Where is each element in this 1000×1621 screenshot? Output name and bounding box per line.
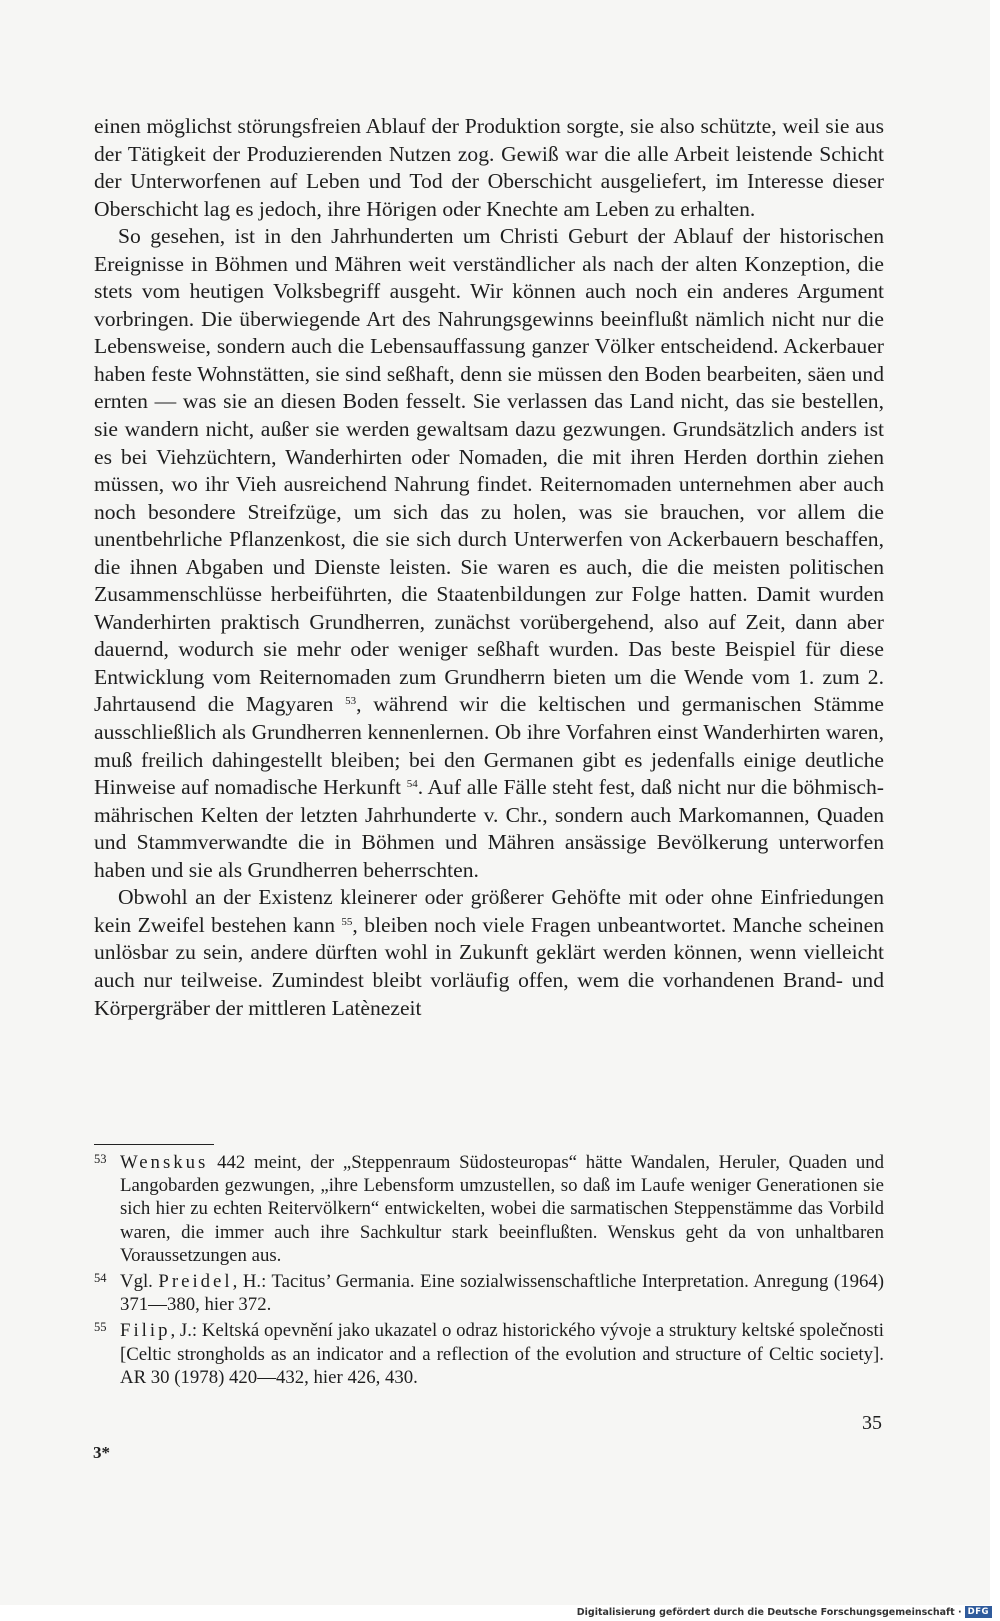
paragraph-2-text-b: , während wir die keltischen und germanischen Stämme ausschließlich als Grundherren kennenlernen. Ob ihre Vorfahren einst Wanderhirten waren, muß freilich dahingestellt bleiben; bei den Germanen gibt es jedenfalls einige deutliche Hinweise auf nomadische Herkunft: [94, 692, 884, 800]
footnote-number: 55: [94, 1320, 107, 1335]
paragraph-3: [94, 884, 884, 1022]
footnote-ref-55: 55: [341, 915, 353, 928]
footnote-ref-54: 54: [406, 778, 418, 791]
footnote-prefix: Vgl.: [120, 1271, 159, 1293]
footnotes: [94, 1151, 884, 1392]
paragraph-3-text-b: , bleiben noch viele Fragen unbeantwortet. Manche scheinen unlösbar zu sein, andere dürften wohl in Zukunft geklärt werden können, wenn vielleicht auch nur teilweise. Zumindest bleibt vorläufig offen, wem die vorhandenen Brand- und Körpergräber der mittleren Latènezeit: [94, 912, 884, 1020]
paragraph-1-text: einen möglichst störungsfreien Ablauf der Produktion sorgte, sie also schützte, weil sie aus der Tätigkeit der Produzierenden Nutzen zog. Gewiß war die alle Arbeit leistende Schicht der Unterworfenen auf Leben und Tod der Oberschicht ausgeliefert, im Interesse dieser Oberschicht lag es jedoch, ihre Hörigen oder Knechte am Leben zu erhalten.: [94, 114, 884, 221]
footnote-author: Preidel: [158, 1271, 233, 1293]
dfg-logo: DFG: [965, 1606, 992, 1618]
footnote-ref-53: 53: [345, 695, 357, 708]
sheet-signature: 3*: [93, 1443, 110, 1462]
footnote-54: [94, 1270, 884, 1316]
paragraph-1: [94, 113, 884, 223]
footnote-text: , J.: Keltská opevnění jako ukazatel o odraz historického vývoje a struktury keltské společnosti [Celtic strongholds as an indicator and a reflection of the evolution and structure of Celtic society]. AR 30 (1978) 420—432, hier 426, 430.: [120, 1320, 884, 1388]
footnote-divider: [94, 1144, 214, 1145]
footnote-text: 442 meint, der „Steppenraum Südosteuropas“ hätte Wandalen, Heruler, Quaden und Langobarden gezwungen, „ihre Lebensform umzustellen, so daß im Laufe weniger Generationen sie sich hier zu echten Reitervölkern“ entwickelten, wobei die sarmatischen Steppenstämme das Vorbild waren, die immer auch ihre Sachkultur stark beeinflußten. Wenskus geht da von unhaltbaren Voraussetzungen aus.: [120, 1152, 884, 1266]
credit-text: Digitalisierung gefördert durch die Deutsche Forschungsgemeinschaft ·: [576, 1606, 962, 1618]
paragraph-2-text-a: So gesehen, ist in den Jahrhunderten um Christi Geburt der Ablauf der historischen Ereignisse in Böhmen und Mähren weit verständlicher als nach der alten Konzeption, die stets vom heutigen Volksbegriff ausgeht. Wir können auch noch ein anderes Argument vorbringen. Die überwiegende Art des Nahrungsgewinns beeinflußt nämlich nicht nur die Lebensweise, sondern auch die Lebensauffassung ganzer Völker entscheidend. Ackerbauer haben feste Wohnstätten, sie sind seßhaft, denn sie müssen den Boden bearbeiten, säen und ernten — was sie an diesen Boden fesselt. Sie verlassen das Land nicht, das sie bestellen, sie wandern nicht, außer sie werden gewaltsam dazu gezwungen. Grundsätzlich anders ist es bei Viehzüchtern, Wanderhirten oder Nomaden, die mit ihren Herden dorthin ziehen müssen, wo ihr Vieh ausreichend Nahrung findet. Reiternomaden unternehmen aber auch noch besondere Streifzüge, um sich das zu holen, was sie brauchen, vor allem die unentbehrliche Pflanzenkost, die sie sich durch Unterwerfen von Ackerbauern beschaffen, die ihnen Abgaben und Dienste leisten. Sie waren es auch, die die meisten politischen Zusammenschlüsse herbeiführten, die Staatenbildungen zur Folge hatten. Damit wurden Wanderhirten praktisch Grundherren, zunächst vorübergehend, also auf Zeit, dann aber dauernd, wodurch sie mehr oder weniger seßhaft wurden. Das beste Beispiel für diese Entwicklung vom Reiternomaden zum Grundherrn bieten um die Wende vom 1. zum 2. Jahrtausend die Magyaren: [94, 224, 884, 717]
footnote-number: 54: [94, 1271, 107, 1286]
footnote-author: Filip: [120, 1320, 171, 1342]
footnote-text: , H.: Tacitus’ Germania. Eine sozialwissenschaftliche Interpretation. Anregung (1964) 371—380, hier 372.: [120, 1271, 884, 1316]
footnote-number: 53: [94, 1152, 107, 1166]
footnote-53: [94, 1151, 884, 1267]
paragraph-2: [94, 223, 884, 884]
paragraph-3-text-a: Obwohl an der Existenz kleinerer oder größerer Gehöfte mit oder ohne Einfriedungen kein Zweifel bestehen kann: [94, 885, 884, 937]
digitization-credit: [577, 1605, 992, 1619]
page-number: 35: [862, 1412, 882, 1434]
footnote-author: Wenskus: [120, 1152, 209, 1173]
body-text: [94, 113, 884, 1022]
paragraph-2-text-c: . Auf alle Fälle steht fest, daß nicht nur die böhmisch-mährischen Kelten der letzten Jahrhunderte v. Chr., sondern auch Markomannen, Quaden und Stammverwandte die in Böhmen und Mähren ansässige Bevölkerung unterworfen haben und sie als Grundherren beherrschten.: [94, 775, 884, 882]
footnote-55: [94, 1319, 884, 1389]
